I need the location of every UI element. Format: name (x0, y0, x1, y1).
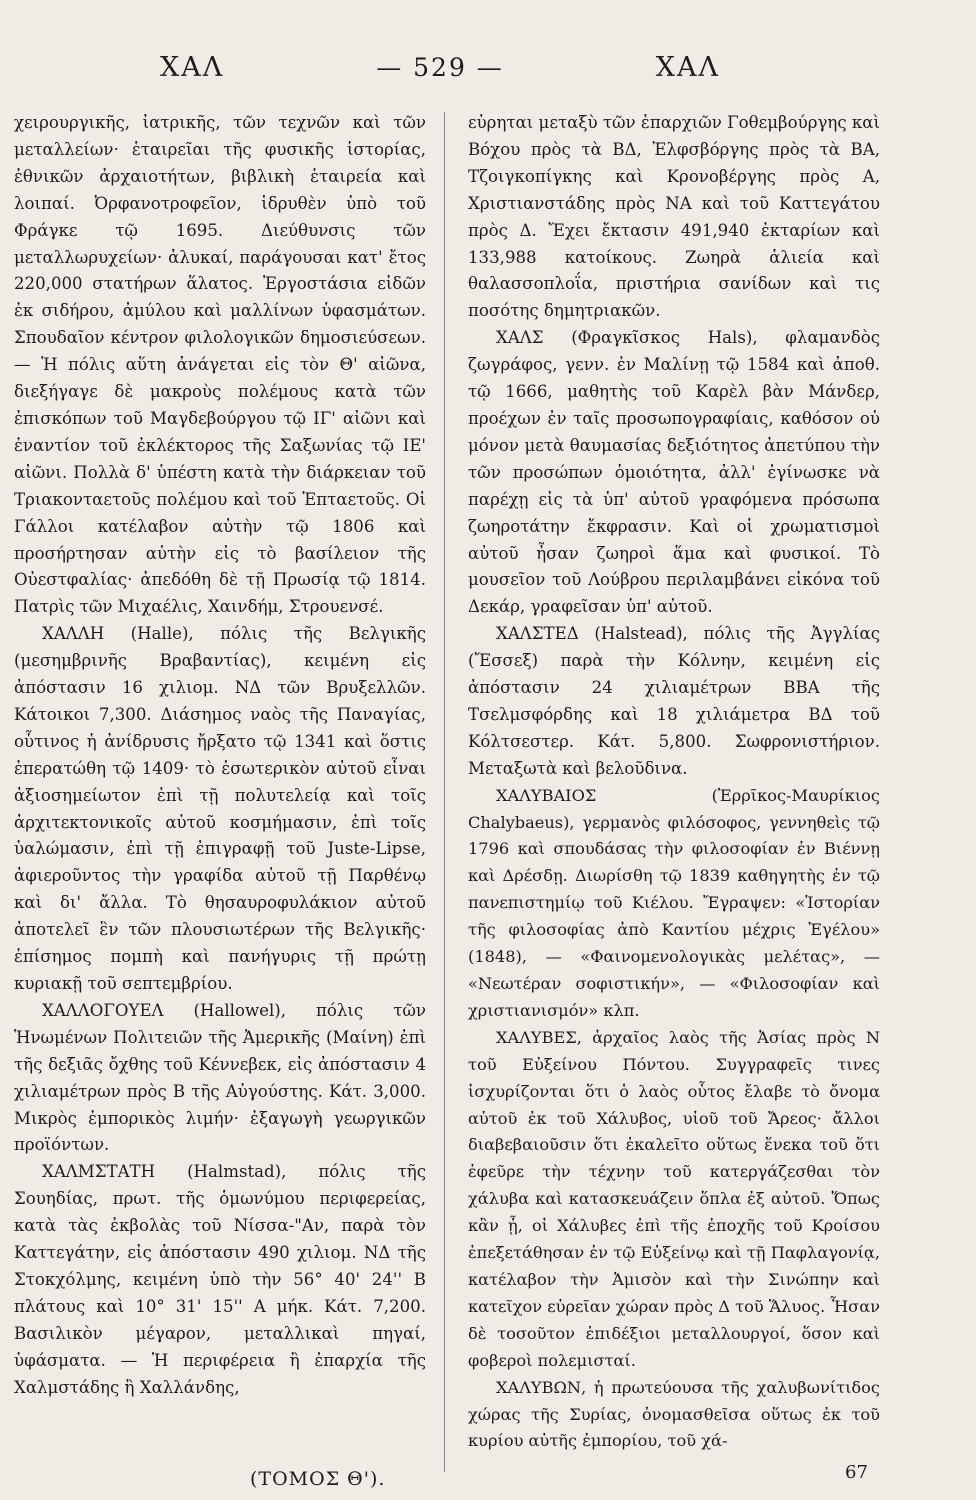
entry-halstead: ΧΑΛΣΤΕΔ (Halstead), πόλις τῆς Ἀγγλίας (Ἔσσεξ) παρὰ τὴν Κόλνην, κειμένη εἰς ἀπόστασιν 24 χιλιαμέτρων ΒΒΑ τῆς Τσελμσφόρδης καὶ 18 χιλιάμετρα ΒΔ τοῦ Κόλτσεστερ. Κάτ. 5,800. Σωφρονιστήριον. Μεταξωτὰ καὶ βελοῦδινα. (468, 624, 880, 778)
running-head (160, 52, 720, 83)
entry-halle-germany-continued: χειρουργικῆς, ἰατρικῆς, τῶν τεχνῶν καὶ τῶν μεταλλείων· ἑταιρεῖαι τῆς φυσικῆς ἱστορίας, ἐθνικῶν ἀρχαιοτήτων, βιβλικὴ ἑταιρεία καὶ λοιπαί. Ὀρφανοτροφεῖον, ἱδρυθὲν ὑπὸ τοῦ Φράγκε τῷ 1695. Διεύθυνσις τῶν μεταλλωρυχείων· ἁλυκαί, παράγουσαι κατ' ἔτος 220,000 στατήρων ἅλατος. Ἐργοστάσια εἰδῶν ἐκ σιδήρου, ἀμύλου καὶ μαλλίνων ὑφασμάτων. Σπουδαῖον κέντρον φιλολογικῶν δημοσιεύσεων. — Ἡ πόλις αὕτη ἀνάγεται εἰς τὸν Θ' αἰῶνα, διεξήγαγε δὲ μακροὺς πολέμους κατὰ τῶν ἐπισκόπων τοῦ Μαγδεβούργου τῷ ΙΓ' αἰῶνι καὶ ἐναντίον τοῦ ἐκλέκτορος τῆς Σαξωνίας τῷ ΙΕ' αἰῶνι. Πολλὰ δ' ὑπέστη κατὰ τὴν διάρκειαν τοῦ Τριακονταετοῦς πολέμου καὶ τοῦ Ἑπταετοῦς. Οἱ Γάλλοι κατέλαβον αὐτὴν τῷ 1806 καὶ προσήρτησαν αὐτὴν εἰς τὸ βασίλειον τῆς Οὐεστφαλίας· ἀπεδόθη δὲ τῇ Πρωσίᾳ τῷ 1814. Πατρὶς τῶν Μιχαέλις, Χαινδήμ, Στρουενσέ. (14, 113, 426, 617)
header-right-word: ΧΑΛ (655, 52, 720, 83)
entry-chalybes: ΧΑΛΥΒΕΣ, ἀρχαῖος λαὸς τῆς Ἀσίας πρὸς Ν τοῦ Εὐξείνου Πόντου. Συγγραφεῖς τινες ἰσχυρίζονται ὅτι ὁ λαὸς οὗτος ἔλαβε τὸ ὄνομα αὐτοῦ ἐκ τοῦ Χάλυβος, υἱοῦ τοῦ Ἄρεος· ἄλλοι διαβεβαιοῦσιν ὅτι ἐκαλεῖτο οὕτως ἕνεκα τοῦ ὅτι ἐφεῦρε τὴν τέχνην τοῦ κατεργάζεσθαι τὸν χάλυβα καὶ κατασκευάζειν ὅπλα ἐξ αὐτοῦ. Ὅπως κἂν ᾖ, οἱ Χάλυβες ἐπὶ τῆς ἐποχῆς τοῦ Κροίσου ἐπεξετάθησαν ἐν τῷ Εὐξείνῳ καὶ τῇ Παφλαγονίᾳ, κατέλαβον τὴν Ἀμισὸν καὶ τὴν Σινώπην καὶ κατεῖχον εὐρεῖαν χώραν πρὸς Δ τοῦ Ἅλυος. Ἦσαν δὲ τοσοῦτον ἐπιδέξιοι μεταλλουργοί, ὅσον καὶ φοβεροὶ πολεμισταί. (468, 1027, 880, 1370)
entry-hals: ΧΑΛΣ (Φραγκῖσκος Hals), φλαμανδὸς ζωγράφος, γενν. ἐν Μαλίνῃ τῷ 1584 καὶ ἀποθ. τῷ 1666, μαθητὴς τοῦ Καρὲλ βὰν Μάνδερ, προέχων ἐν ταῖς προσωπογραφίαις, καθόσον οὐ μόνον μετὰ θαυμασίας δεξιότητος ἀπετύπου τὴν τῶν προσώπων ὁμοιότητα, ἀλλ' ἐγίνωσκε νὰ παρέχῃ εἰς τὰ ὑπ' αὐτοῦ γραφόμενα πρόσωπα ζωηροτάτην ἔκφρασιν. Καὶ οἱ χρωματισμοὶ αὐτοῦ ἦσαν ζωηροὶ ἅμα καὶ φυσικοί. Τὸ μουσεῖον τοῦ Λούβρου περιλαμβάνει εἰκόνα τοῦ Δεκάρ, γραφεῖσαν ὑπ' αὐτοῦ. (468, 328, 880, 617)
signature-mark: 67 (845, 1462, 868, 1483)
column-divider (444, 112, 445, 1472)
volume-label: (ΤΟΜΟΣ Θ'). (250, 1468, 386, 1490)
entry-chalybon: ΧΑΛΥΒΩΝ, ἡ πρωτεύουσα τῆς χαλυβωνίτιδος χώρας τῆς Συρίας, ὀνομασθεῖσα οὕτως ἐκ τοῦ κυρίου αὐτῆς ἐμπορίου, τοῦ χά- (468, 1377, 880, 1451)
page-number: — 529 — (376, 53, 504, 82)
entry-hallowell: ΧΑΛΛΟΓΟΥΕΛ (Hallowel), πόλις τῶν Ἡνωμένων Πολιτειῶν τῆς Ἀμερικῆς (Μαίνη) ἐπὶ τῆς δεξιᾶς ὄχθης τοῦ Κέννεβεκ, εἰς ἀπόστασιν 4 χιλιαμέτρων πρὸς Β τῆς Αὐγούστης. Κάτ. 3,000. Μικρὸς ἐμπορικὸς λιμήν· ἐξαγωγὴ γεωργικῶν προϊόντων. (14, 1000, 426, 1155)
entry-halmstad: ΧΑΛΜΣΤΑΤΗ (Halmstad), πόλις τῆς Σουηδίας, πρωτ. τῆς ὁμωνύμου περιφερείας, κατὰ τὰς ἐκβολὰς τοῦ Νίσσα-"Αν, παρὰ τὸν Καττεγάτην, εἰς ἀπόστασιν 490 χιλιομ. ΝΔ τῆς Στοκχόλμης, κειμένη ὑπὸ τὴν 56° 40' 24'' Β πλάτους καὶ 10° 31' 15'' Α μήκ. Κάτ. 7,200. Βασιλικὸν μέγαρον, μεταλλικαὶ πηγαί, ὑφάσματα. — Ἡ περιφέρεια ἢ ἐπαρχία τῆς Χαλμστάδης ἢ Χαλλάνδης, (14, 1162, 426, 1397)
entry-halle-belgium: ΧΑΛΛΗ (Halle), πόλις τῆς Βελγικῆς (μεσημβρινῆς Βραβαντίας), κειμένη εἰς ἀπόστασιν 16 χιλιομ. ΝΔ τῶν Βρυξελλῶν. Κάτοικοι 7,300. Διάσημος ναὸς τῆς Παναγίας, οὗτινος ἡ ἀνίδρυσις ἤρξατο τῷ 1341 καὶ ὅστις ἐπερατώθη τῷ 1409· τὸ ἐσωτερικὸν αὐτοῦ εἶναι ἀξιοσημείωτον ἐπὶ τῇ πολυτελείᾳ καὶ τοῖς ἀρχιτεκτονικοῖς αὐτοῦ κοσμήμασιν, ἐπὶ τοῖς ὑαλώμασιν, ἐπὶ τῇ ἐπιγραφῇ τοῦ Juste-Lipse, ἀφιεροῦντος τὴν γραφίδα αὐτοῦ τῇ Παρθένῳ καὶ δι' ἄλλα. Τὸ θησαυροφυλάκιον αὐτοῦ ἀποτελεῖ ἓν τῶν πλουσιωτέρων τῆς Βελγικῆς· ἐπίσημος πομπὴ καὶ πανήγυρις τῇ πρώτῃ κυριακῇ τοῦ σεπτεμβρίου. (14, 624, 426, 993)
entry-halmstad-continued: εὑρηται μεταξὺ τῶν ἐπαρχιῶν Γοθεμβούργης καὶ Βόχου πρὸς τὰ ΒΔ, Ἐλφσβόργης πρὸς τὰ ΒΑ, Τζοιγκοπίγκης καὶ Κρονοβέργης πρὸς Α, Χριστιανστάδης πρὸς ΝΑ καὶ τοῦ Καττεγάτου πρὸς Δ. Ἔχει ἔκτασιν 491,940 ἐκταρίων καὶ 133,988 κατοίκους. Ζωηρὰ ἁλιεία καὶ θαλασσοπλοΐα, πριστήρια σανίδων καὶ τις ποσότης δημητριακῶν. (468, 113, 880, 321)
entry-chalybaeus: ΧΑΛΥΒΑΙΟΣ (Ἐρρῖκος-Μαυρίκιος Chalybaeus), γερμανὸς φιλόσοφος, γεννηθεὶς τῷ 1796 καὶ σπουδάσας τὴν φιλοσοφίαν ἐν Βιέννῃ καὶ Δρέσδῃ. Διωρίσθη τῷ 1839 καθηγητὴς ἐν τῷ πανεπιστημίῳ τοῦ Κιέλου. Ἔγραψεν: «Ἱστορίαν τῆς φιλοσοφίας ἀπὸ Καντίου μέχρις Ἐγέλου» (1848), — «Φαινομενολογικὰς μελέτας», — «Νεωτέραν σοφιστικήν», — «Φιλοσοφίαν καὶ χριστιανισμόν» κλπ. (468, 785, 880, 1020)
header-left-word: ΧΑΛ (160, 52, 225, 83)
right-column (468, 110, 880, 1455)
left-column (14, 110, 426, 1402)
